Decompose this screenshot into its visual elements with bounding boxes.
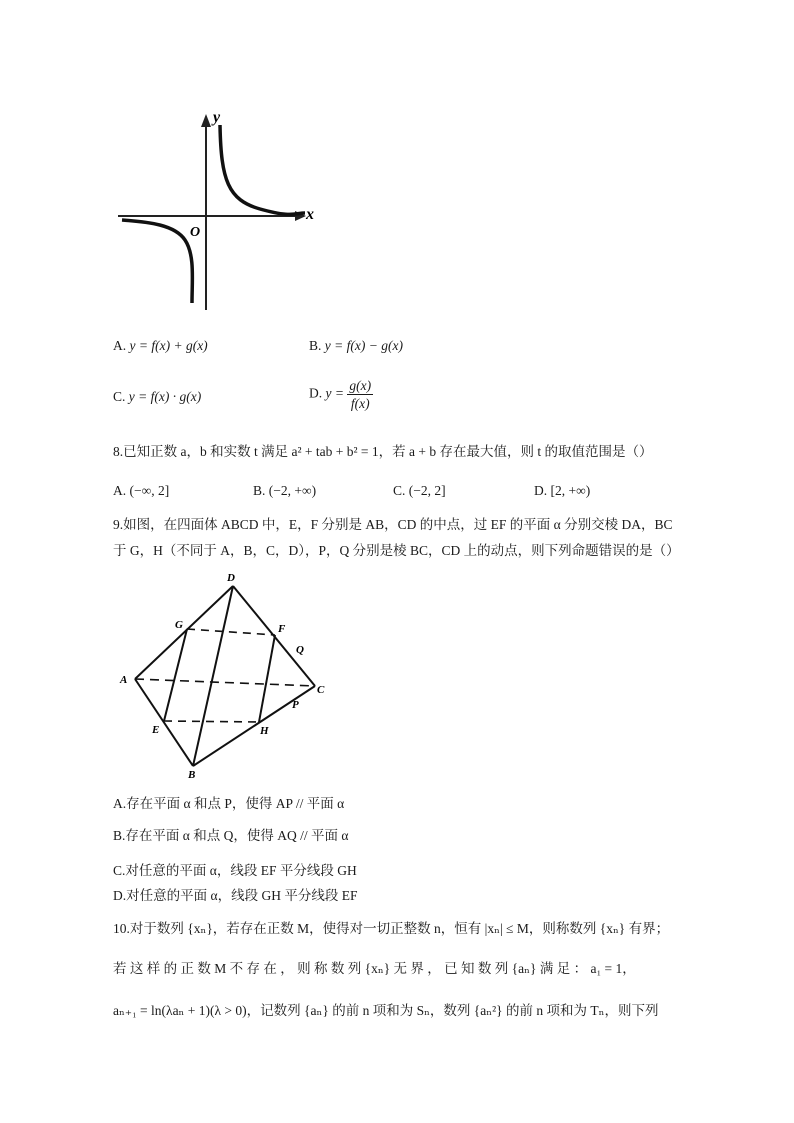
q7-option-d-numerator: g(x) <box>349 378 372 393</box>
label-H: H <box>260 725 269 737</box>
q9-option-c[interactable]: C.对任意的平面 α，线段 EF 平分线段 GH <box>113 863 357 878</box>
q8-option-c[interactable] <box>393 482 446 500</box>
label-C: C <box>317 684 325 696</box>
q8-option-a-expr: (−∞, 2] <box>129 483 170 498</box>
label-D: D <box>227 572 235 584</box>
q8-option-c-letter: C. <box>393 483 406 498</box>
q8-option-d[interactable] <box>534 482 590 500</box>
q7-option-a-expr: y = f(x) + g(x) <box>129 338 208 353</box>
q10-line1: 10.对于数列 {xₙ}，若存在正数 M，使得对一切正整数 n，恒有 |xₙ| ≤ M，则称数列 {xₙ} 有界； <box>113 921 670 936</box>
q8-option-a[interactable] <box>113 482 169 500</box>
x-axis-label: x <box>306 206 314 223</box>
edge-BD <box>193 586 233 766</box>
edge-CB <box>193 686 315 766</box>
segment-GE <box>164 629 187 721</box>
q7-option-d-fraction <box>347 377 373 412</box>
curve-left-branch <box>122 220 192 303</box>
segment-GF-dashed <box>187 629 275 635</box>
q9-option-b[interactable]: B.存在平面 α 和点 Q，使得 AQ // 平面 α <box>113 828 349 843</box>
q7-option-d-letter: D. <box>309 385 323 401</box>
q9-option-d[interactable]: D.对任意的平面 α，线段 GH 平分线段 EF <box>113 888 358 903</box>
q8-option-a-letter: A. <box>113 483 127 498</box>
label-A: A <box>120 674 128 686</box>
q8-option-d-expr: [2, +∞) <box>550 483 591 498</box>
q8-option-c-expr: (−2, 2] <box>408 483 446 498</box>
q7-option-c[interactable] <box>113 388 201 406</box>
label-Q: Q <box>296 644 304 656</box>
q7-option-d-lhs: y = <box>325 385 344 401</box>
edge-AC-dashed <box>135 679 315 686</box>
q7-option-d-denominator: f(x) <box>350 396 370 411</box>
q7-option-b-expr: y = f(x) − g(x) <box>324 338 403 353</box>
q8-option-b-expr: (−2, +∞) <box>268 483 317 498</box>
q7-option-b[interactable] <box>309 337 403 355</box>
segment-EH-dashed <box>164 721 259 722</box>
q10-line2: 若 这 样 的 正 数 M 不 存 在 ， 则 称 数 列 {xₙ} 无 界 ， 已 知 数 列 {aₙ} 满 足 ： a₁ = 1， <box>113 961 636 976</box>
curve-right-branch <box>220 125 305 214</box>
q7-option-b-letter: B. <box>309 338 322 353</box>
q8-stem: 8.已知正数 a，b 和实数 t 满足 a² + tab + b² = 1，若 a + b 存在最大值，则 t 的取值范围是（） <box>113 444 653 459</box>
edge-BA <box>135 679 193 766</box>
label-E: E <box>152 724 160 736</box>
q8-option-b[interactable] <box>253 482 316 500</box>
function-graph-figure <box>110 105 325 315</box>
q7-option-d[interactable] <box>309 377 373 412</box>
q10-line3: aₙ₊₁ = ln(λaₙ + 1)(λ > 0)，记数列 {aₙ} 的前 n 项和为 Sₙ，数列 {aₙ²} 的前 n 项和为 Tₙ，则下列 <box>113 1003 659 1018</box>
tetrahedron-figure <box>115 566 340 784</box>
q9-stem-line1: 9.如图，在四面体 ABCD 中，E，F 分别是 AB，CD 的中点，过 EF 的平面 α 分别交棱 DA，BC <box>113 517 673 532</box>
q9-stem-line2: 于 G，H（不同于 A，B，C，D），P，Q 分别是棱 BC，CD 上的动点，则下列命题错误的是（） <box>113 543 680 558</box>
q7-option-a[interactable] <box>113 337 208 355</box>
y-axis-arrow <box>201 114 211 127</box>
q8-option-b-letter: B. <box>253 483 266 498</box>
segment-FH <box>259 635 275 722</box>
label-P: P <box>292 699 299 711</box>
label-B: B <box>188 769 196 781</box>
label-G: G <box>175 619 183 631</box>
edge-AD <box>135 586 233 679</box>
q9-option-a[interactable]: A.存在平面 α 和点 P，使得 AP // 平面 α <box>113 796 345 811</box>
q7-option-c-letter: C. <box>113 389 126 404</box>
q7-option-a-letter: A. <box>113 338 127 353</box>
origin-label: O <box>190 225 201 240</box>
label-F: F <box>278 623 286 635</box>
q7-option-c-expr: y = f(x) · g(x) <box>128 389 202 404</box>
y-axis-label: y <box>213 109 221 126</box>
q8-option-d-letter: D. <box>534 483 548 498</box>
